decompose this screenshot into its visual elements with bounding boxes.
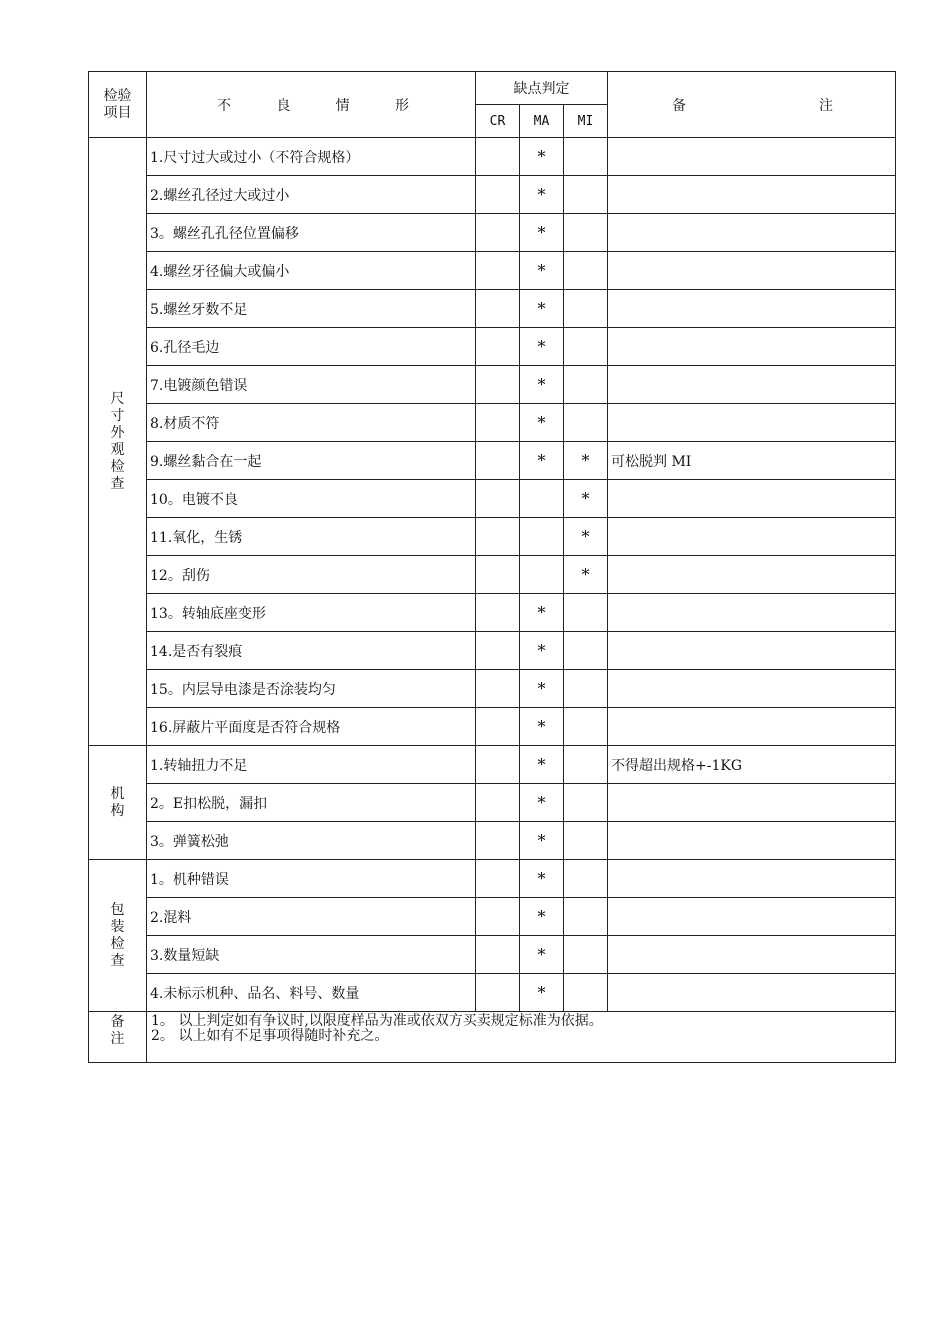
defect-description: 13。转轴底座变形 [147,594,476,632]
row-remark [608,898,896,936]
cr-mark [476,670,520,708]
defect-description: 2.螺丝孔径过大或过小 [147,176,476,214]
defect-description: 4.螺丝牙径偏大或偏小 [147,252,476,290]
mi-mark [564,252,608,290]
cr-mark [476,556,520,594]
cr-mark [476,898,520,936]
ma-mark: * [520,404,564,442]
section-category-label: 机构 [110,785,125,819]
note-line: 1。 以上判定如有争议时,以限度样品为准或依双方买卖规定标准为依据。 [151,1013,603,1029]
row-remark [608,404,896,442]
mi-mark [564,594,608,632]
row-remark [608,480,896,518]
cr-mark [476,936,520,974]
defect-description: 8.材质不符 [147,404,476,442]
table-row [89,404,896,442]
table-row [89,366,896,404]
row-remark: 不得超出规格+-1KG [608,746,896,784]
mi-mark: * [564,518,608,556]
defect-description: 4.未标示机种、品名、料号、数量 [147,974,476,1012]
row-remark [608,252,896,290]
row-remark [608,366,896,404]
header-judgment: 缺点判定 [476,72,608,105]
cr-mark [476,252,520,290]
defect-description: 6.孔径毛边 [147,328,476,366]
table-row [89,898,896,936]
header-mi: MI [564,105,608,138]
cr-mark [476,594,520,632]
table-row [89,594,896,632]
mi-mark [564,746,608,784]
ma-mark: * [520,898,564,936]
defect-description: 3。螺丝孔孔径位置偏移 [147,214,476,252]
mi-mark [564,936,608,974]
ma-mark [520,480,564,518]
cr-mark [476,822,520,860]
row-remark [608,936,896,974]
notes-label-cell [89,1012,147,1063]
cr-mark [476,518,520,556]
mi-mark [564,290,608,328]
header-cr: CR [476,105,520,138]
ma-mark: * [520,974,564,1012]
cr-mark [476,290,520,328]
notes-label: 备注 [110,1014,125,1047]
mi-mark [564,404,608,442]
mi-mark [564,822,608,860]
ma-mark: * [520,632,564,670]
ma-mark: * [520,822,564,860]
section-category-label: 尺寸外观检查 [110,390,125,492]
row-remark [608,290,896,328]
ma-mark: * [520,214,564,252]
mi-mark: * [564,480,608,518]
cr-mark [476,632,520,670]
defect-description: 3.数量短缺 [147,936,476,974]
cr-mark [476,214,520,252]
table-row [89,632,896,670]
table-row [89,822,896,860]
row-remark [608,632,896,670]
inspection-table [88,71,896,1063]
ma-mark: * [520,442,564,480]
cr-mark [476,366,520,404]
header-remark: 备 注 [608,72,896,138]
mi-mark [564,860,608,898]
row-remark [608,176,896,214]
cr-mark [476,784,520,822]
mi-mark [564,366,608,404]
mi-mark [564,328,608,366]
defect-description: 3。弹簧松弛 [147,822,476,860]
table-row [89,138,896,176]
defect-description: 1.转轴扭力不足 [147,746,476,784]
defect-description: 7.电镀颜色错误 [147,366,476,404]
row-remark [608,138,896,176]
cr-mark [476,176,520,214]
table-row [89,936,896,974]
cr-mark [476,746,520,784]
defect-description: 9.螺丝黏合在一起 [147,442,476,480]
table-row [89,784,896,822]
ma-mark: * [520,176,564,214]
table-row [89,708,896,746]
table-row [89,176,896,214]
mi-mark [564,176,608,214]
table-row [89,328,896,366]
row-remark [608,670,896,708]
table-row [89,214,896,252]
table-row [89,518,896,556]
mi-mark [564,214,608,252]
defect-description: 1.尺寸过大或过小（不符合规格） [147,138,476,176]
section-category [89,138,147,746]
mi-mark [564,974,608,1012]
defect-description: 1。机种错误 [147,860,476,898]
row-remark [608,328,896,366]
ma-mark: * [520,936,564,974]
defect-description: 11.氧化，生锈 [147,518,476,556]
note-line: 2。 以上如有不足事项得随时补充之。 [151,1028,389,1044]
section-category [89,746,147,860]
header-ma: MA [520,105,564,138]
ma-mark: * [520,708,564,746]
mi-mark: * [564,442,608,480]
ma-mark: * [520,746,564,784]
defect-description: 5.螺丝牙数不足 [147,290,476,328]
ma-mark: * [520,328,564,366]
header-category: 检验项目 [89,72,147,138]
ma-mark: * [520,594,564,632]
ma-mark: * [520,670,564,708]
ma-mark: * [520,860,564,898]
cr-mark [476,480,520,518]
cr-mark [476,442,520,480]
defect-description: 15。内层导电漆是否涂装均匀 [147,670,476,708]
table-row [89,556,896,594]
mi-mark [564,138,608,176]
mi-mark [564,708,608,746]
row-remark [608,860,896,898]
ma-mark: * [520,366,564,404]
cr-mark [476,860,520,898]
notes-row [89,1012,896,1063]
row-remark [608,784,896,822]
mi-mark [564,632,608,670]
row-remark [608,556,896,594]
ma-mark: * [520,784,564,822]
ma-mark: * [520,138,564,176]
ma-mark [520,556,564,594]
table-row [89,746,896,784]
row-remark [608,708,896,746]
defect-description: 14.是否有裂痕 [147,632,476,670]
row-remark [608,822,896,860]
ma-mark: * [520,290,564,328]
section-category [89,860,147,1012]
row-remark [608,974,896,1012]
ma-mark: * [520,252,564,290]
mi-mark [564,784,608,822]
notes-text [147,1012,896,1063]
row-remark [608,214,896,252]
table-row [89,860,896,898]
header-defect: 不 良 情 形 [147,72,476,138]
table-row [89,480,896,518]
cr-mark [476,328,520,366]
section-category-label: 包装检查 [110,901,125,969]
cr-mark [476,708,520,746]
mi-mark: * [564,556,608,594]
table-row [89,974,896,1012]
table-row [89,442,896,480]
defect-description: 10。电镀不良 [147,480,476,518]
mi-mark [564,670,608,708]
table-row [89,252,896,290]
mi-mark [564,898,608,936]
cr-mark [476,974,520,1012]
cr-mark [476,404,520,442]
cr-mark [476,138,520,176]
defect-description: 16.屏蔽片平面度是否符合规格 [147,708,476,746]
defect-description: 2。E扣松脱，漏扣 [147,784,476,822]
defect-description: 2.混料 [147,898,476,936]
row-remark: 可松脱判 MI [608,442,896,480]
ma-mark [520,518,564,556]
table-row [89,290,896,328]
defect-description: 12。刮伤 [147,556,476,594]
table-row [89,670,896,708]
row-remark [608,594,896,632]
row-remark [608,518,896,556]
